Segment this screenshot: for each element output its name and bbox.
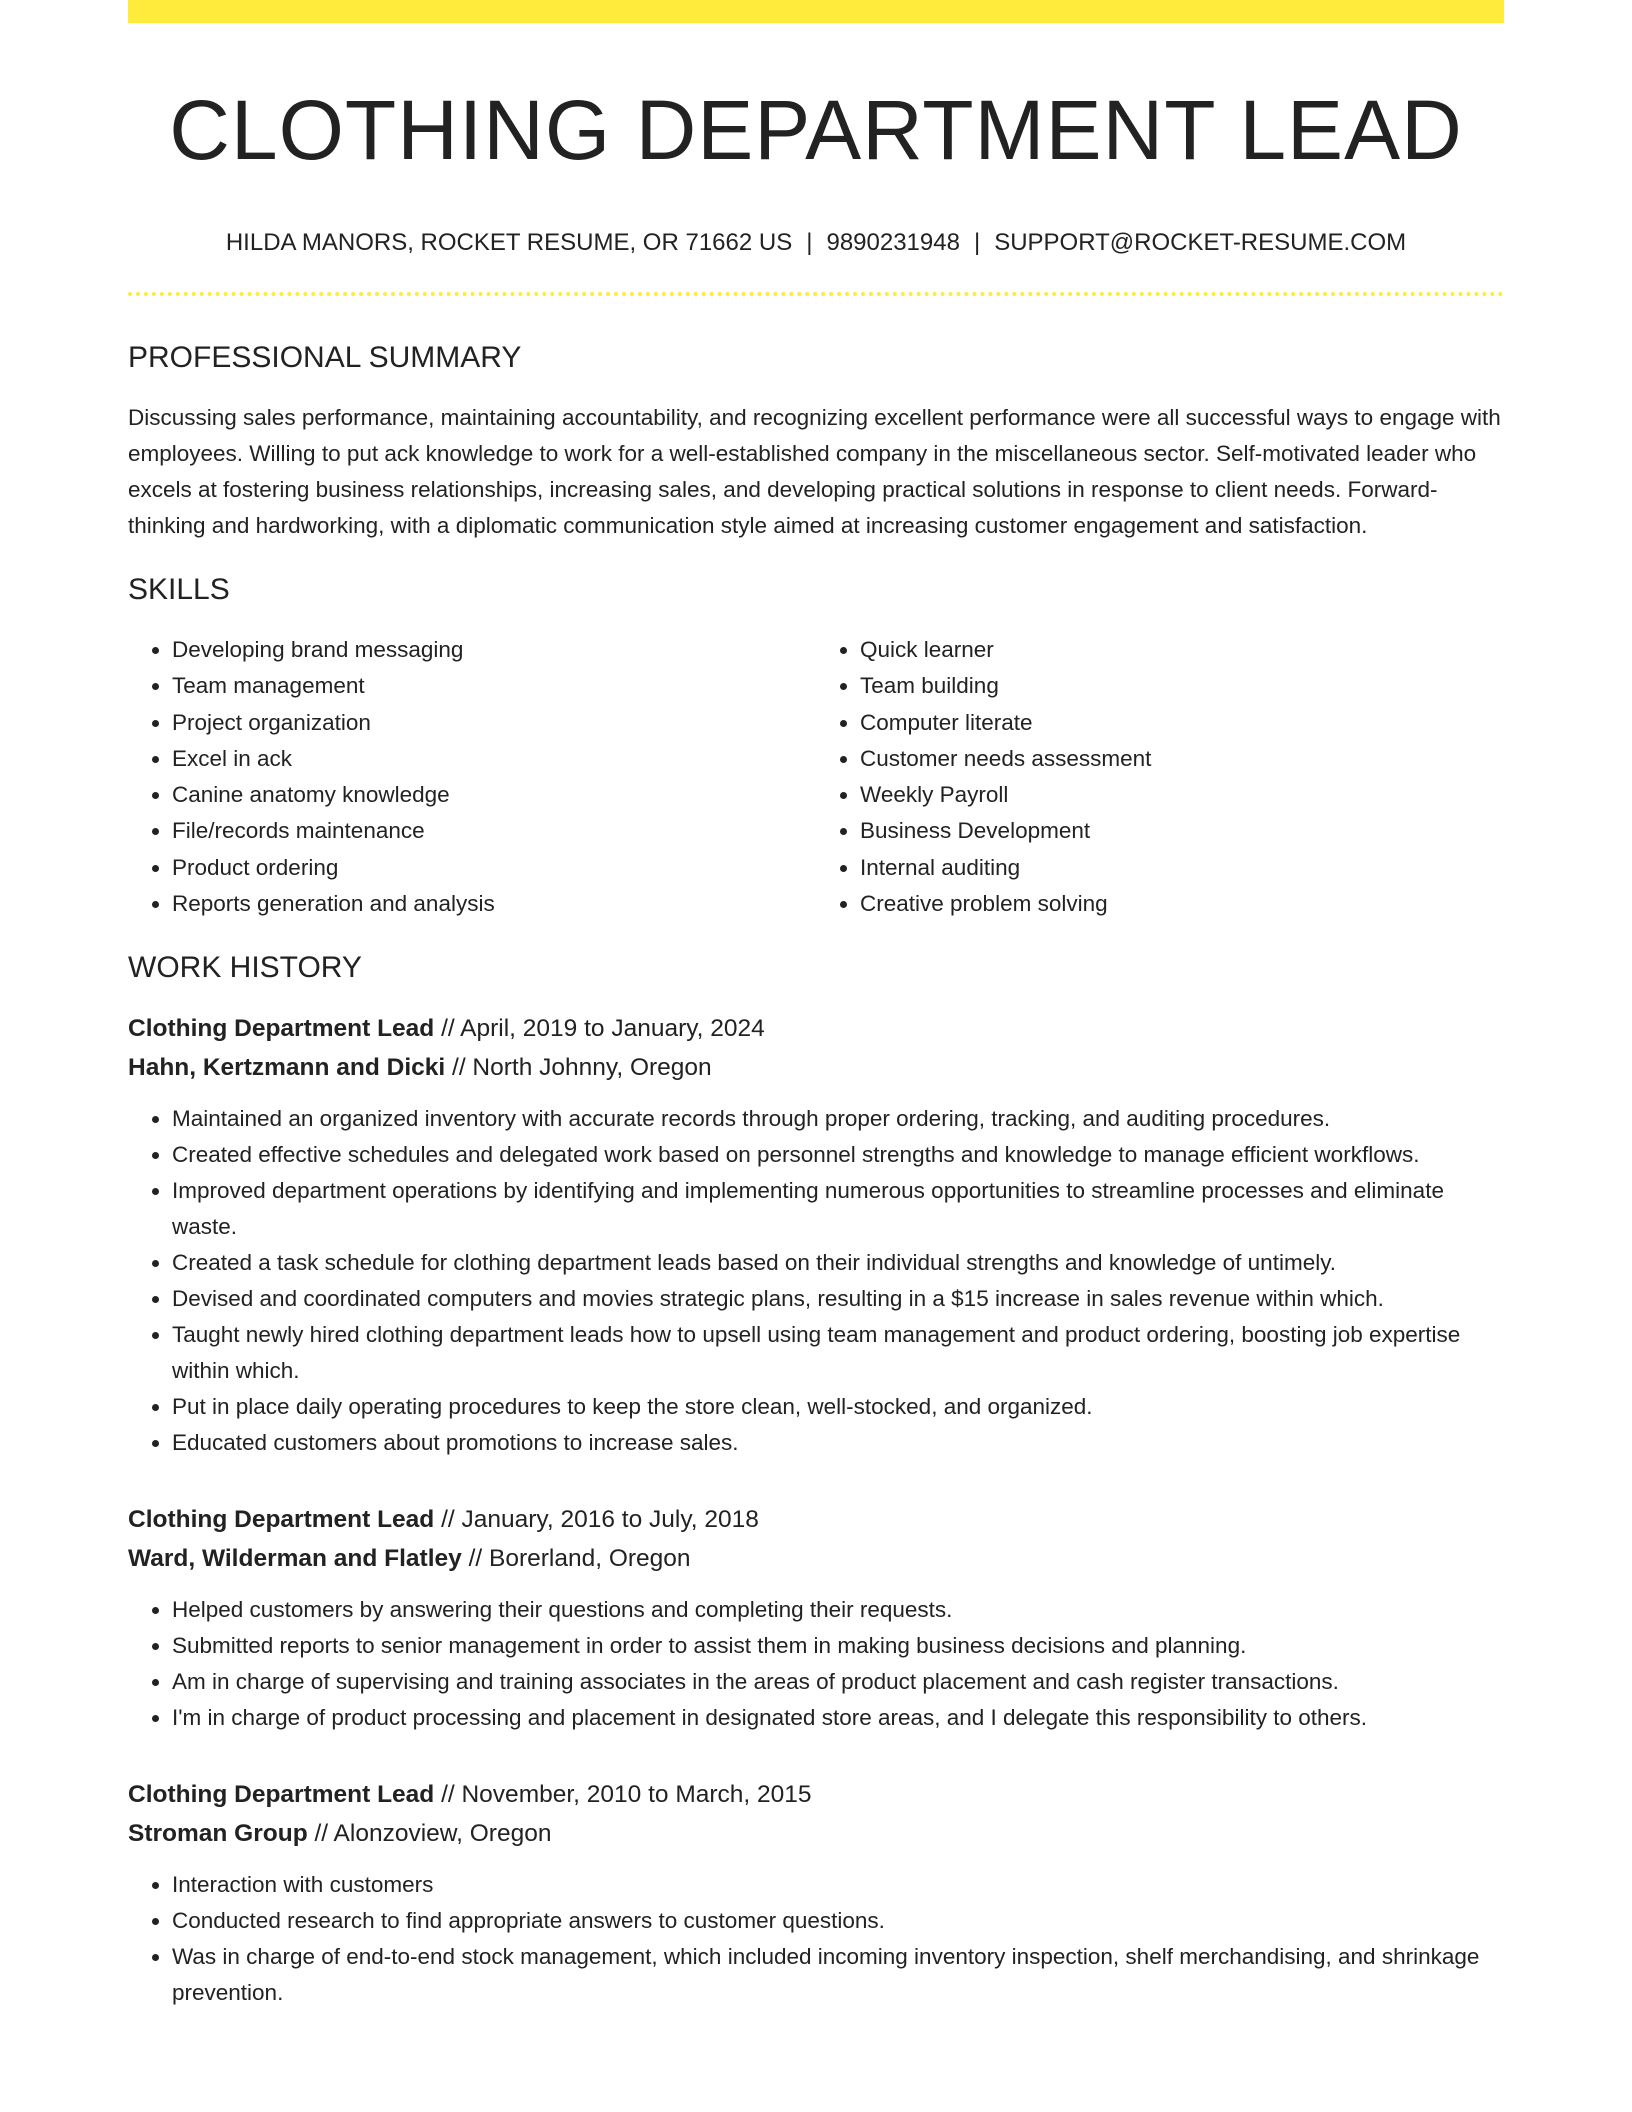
job-bullet: • Was in charge of end-to-end stock management, which included incoming inventory inspection, shelf merchandising, and shrinkage prevention.	[172, 1939, 1504, 2011]
job-company: Ward, Wilderman and Flatley	[128, 1544, 462, 1572]
job-bullet: • Educated customers about promotions to increase sales.	[172, 1425, 1504, 1461]
skills-heading: SKILLS	[128, 573, 230, 606]
job-bullet: • Conducted research to find appropriate answers to customer questions.	[172, 1903, 1504, 1939]
job-title-line	[128, 1010, 1504, 1049]
work-history-heading: WORK HISTORY	[128, 951, 362, 985]
job-company: Hahn, Kertzmann and Dicki	[128, 1053, 446, 1081]
job-bullet: • Created effective schedules and delegated work based on personnel strengths and knowledge to manage efficient workflows.	[172, 1137, 1504, 1173]
job-bullets	[128, 1592, 1504, 1736]
job-bullet: • Improved department operations by identifying and implementing numerous opportunities to streamline processes and eliminate waste.	[172, 1173, 1504, 1245]
dotted-divider	[128, 292, 1504, 296]
job-company-line	[128, 1815, 1504, 1854]
skill-item: • Excel in ack	[172, 741, 816, 777]
skill-item: • Canine anatomy knowledge	[172, 777, 816, 813]
job-company: Stroman Group	[128, 1819, 308, 1847]
contact-phone: 9890231948	[826, 229, 960, 256]
job-bullet: • Am in charge of supervising and training associates in the areas of product placement and cash register transactions.	[172, 1664, 1504, 1700]
job-title: Clothing Department Lead	[128, 1015, 435, 1043]
job-bullet: • Put in place daily operating procedures to keep the store clean, well-stocked, and organized.	[172, 1389, 1504, 1425]
contact-address: HILDA MANORS, ROCKET RESUME, OR 71662 US	[225, 229, 793, 256]
job-entry	[128, 1501, 1504, 1736]
skill-item: • Team building	[860, 668, 1504, 704]
job-bullets	[128, 1867, 1504, 2011]
job-bullet: • Devised and coordinated computers and movies strategic plans, resulting in a $15 increase in sales revenue within which.	[172, 1281, 1504, 1317]
job-location: // Alonzoview, Oregon	[307, 1819, 552, 1847]
job-location: // Borerland, Oregon	[461, 1544, 691, 1572]
skill-item: • Developing brand messaging	[172, 632, 816, 668]
job-title: Clothing Department Lead	[128, 1506, 435, 1534]
skill-item: • Team management	[172, 668, 816, 704]
contact-email: SUPPORT@ROCKET-RESUME.COM	[994, 229, 1407, 256]
job-company-line	[128, 1540, 1504, 1579]
summary-text: Discussing sales performance, maintaining accountability, and recognizing excellent performance were all successful ways to engage with employees. Willing to put ack knowledge to work for a well-established company in the miscellaneous sector. Self-motivated leader who excels at fostering business relationships, increasing sales, and developing practical solutions in response to client needs. Forward-thinking and hardworking, with a diplomatic communication style aimed at increasing customer engagement and satisfaction.	[128, 405, 1501, 538]
job-bullet: • Maintained an organized inventory with accurate records through proper ordering, tracking, and auditing procedures.	[172, 1101, 1504, 1137]
job-bullet: • Helped customers by answering their questions and completing their requests.	[172, 1592, 1504, 1628]
job-title-line	[128, 1501, 1504, 1540]
skill-item: • Customer needs assessment	[860, 741, 1504, 777]
skill-item: • Weekly Payroll	[860, 777, 1504, 813]
contact-separator: |	[973, 229, 981, 256]
job-bullets	[128, 1101, 1504, 1461]
contact-separator: |	[806, 229, 813, 256]
skill-item: • Business Development	[860, 813, 1504, 849]
skills-columns	[128, 632, 1504, 922]
contact-line	[128, 228, 1504, 258]
skills-list-right	[816, 632, 1504, 922]
skill-item: • Reports generation and analysis	[172, 886, 816, 922]
skill-item: • Creative problem solving	[860, 886, 1504, 922]
job-entry	[128, 1010, 1504, 1461]
skill-item: • Product ordering	[172, 850, 816, 886]
skill-item: • Internal auditing	[860, 850, 1504, 886]
job-bullet: • Created a task schedule for clothing department leads based on their individual strengths and knowledge of untimely.	[172, 1245, 1504, 1281]
job-bullet: • Submitted reports to senior management in order to assist them in making business decisions and planning.	[172, 1628, 1504, 1664]
job-title: Clothing Department Lead	[128, 1781, 435, 1809]
skill-item: • Quick learner	[860, 632, 1504, 668]
skills-list-left	[128, 632, 816, 922]
skill-item: • Computer literate	[860, 705, 1504, 741]
job-bullet: • Interaction with customers	[172, 1867, 1504, 1903]
job-bullet: • I'm in charge of product processing and placement in designated store areas, and I delegate this responsibility to others.	[172, 1700, 1504, 1736]
skill-item: • Project organization	[172, 705, 816, 741]
job-title-line	[128, 1776, 1504, 1815]
job-company-line	[128, 1049, 1504, 1088]
resume-title: CLOTHING DEPARTMENT LEAD	[169, 83, 1463, 177]
job-entry	[128, 1776, 1504, 2011]
job-dates: // November, 2010 to March, 2015	[434, 1781, 812, 1809]
resume-content	[128, 0, 1504, 2011]
summary-heading: PROFESSIONAL SUMMARY	[128, 341, 522, 374]
job-dates: // April, 2019 to January, 2024	[434, 1015, 765, 1043]
job-dates: // January, 2016 to July, 2018	[434, 1506, 759, 1534]
job-bullet: • Taught newly hired clothing department leads how to upsell using team management and product ordering, boosting job expertise within which.	[172, 1317, 1504, 1389]
job-location: // North Johnny, Oregon	[445, 1053, 712, 1081]
skill-item: • File/records maintenance	[172, 813, 816, 849]
